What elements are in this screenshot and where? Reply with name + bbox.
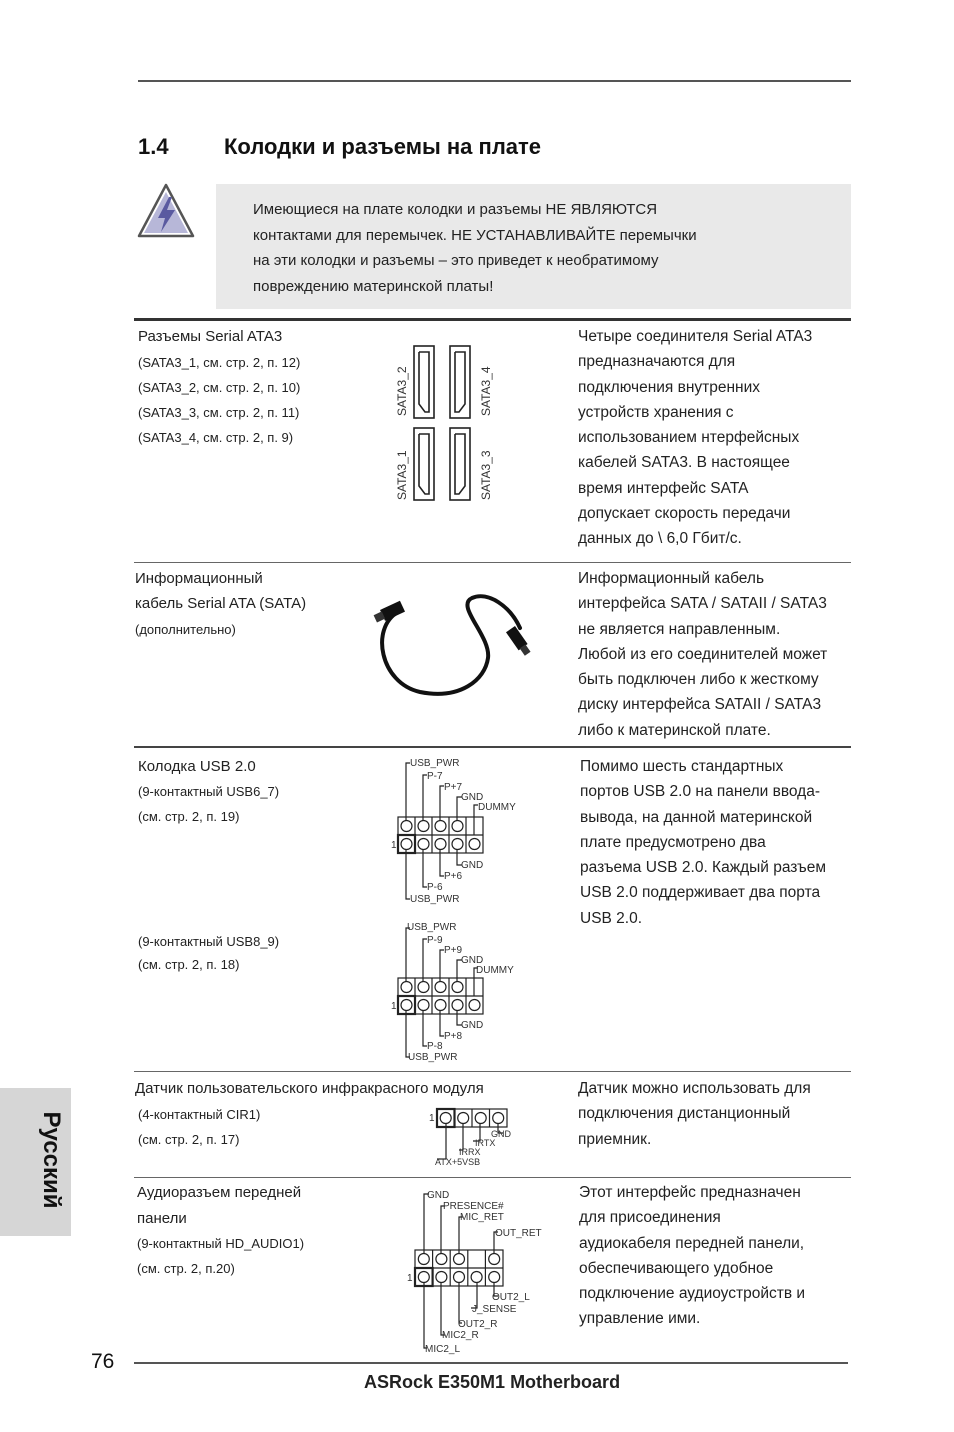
cir-pin-label: IRTX xyxy=(475,1138,496,1148)
note-line: повреждению материнской платы! xyxy=(253,277,494,295)
desc-line: для присоединения xyxy=(579,1209,721,1227)
usb-ref: (см. стр. 2, п. 18) xyxy=(138,957,240,972)
usb-pin-label: GND xyxy=(461,792,484,803)
audio-ref: (9-контактный HD_AUDIO1) xyxy=(137,1236,305,1251)
usb-pin-label: GND xyxy=(461,1020,484,1031)
sata-cable-description xyxy=(578,566,827,743)
cir-ref: (4-контактный CIR1) xyxy=(138,1107,261,1122)
usb-pin-label: P+6 xyxy=(444,871,463,882)
desc-line: портов USB 2.0 на панели ввода- xyxy=(580,783,820,801)
cir-pin-label: ATX+5VSB xyxy=(435,1157,481,1167)
usb-pin-label: GND xyxy=(461,955,484,966)
desc-line: либо к материнской плате. xyxy=(578,721,771,739)
desc-line: данных до \ 6,0 Гбит/с. xyxy=(578,530,742,548)
usb-pin-label: USB_PWR xyxy=(407,922,457,933)
cir-pin-label: GND xyxy=(491,1129,511,1139)
sata3-port-label: SATA3_3 xyxy=(479,450,493,500)
pin-one-label: 1 xyxy=(407,1273,413,1284)
desc-line: Информационный кабель xyxy=(578,570,765,587)
sata3-title: Разъемы Serial ATA3 xyxy=(138,328,283,345)
sata3-port-label: SATA3_4 xyxy=(479,366,493,416)
desc-line: быть подключен либо к жесткому xyxy=(578,671,819,689)
desc-line: интерфейса SATA / SATAII / SATA3 xyxy=(578,595,827,613)
hd-audio-pinout-diagram xyxy=(405,1186,545,1358)
sata-cable-title: кабель Serial ATA (SATA) xyxy=(135,595,307,612)
audio-description xyxy=(579,1180,805,1332)
desc-line: USB 2.0 поддерживает два порта xyxy=(580,884,821,902)
sata3-port-label: SATA3_2 xyxy=(395,366,409,416)
audio-title: панели xyxy=(137,1210,187,1227)
row-divider xyxy=(134,1177,851,1178)
desc-line: Помимо шесть стандартных xyxy=(580,758,784,775)
usb-ref: (9-контактный USB6_7) xyxy=(138,784,280,799)
sata3-description xyxy=(578,324,812,552)
desc-line: Датчик можно использовать для xyxy=(578,1080,811,1097)
usb-pin-label: P-9 xyxy=(427,935,443,946)
audio-pin-label: OUT2_L xyxy=(492,1292,530,1303)
sata-cable-optional: (дополнительно) xyxy=(135,622,236,637)
note-line: Имеющиеся на плате колодки и разъемы НЕ ЯВЛЯЮТСЯ xyxy=(253,201,658,218)
audio-pin-label: PRESENCE# xyxy=(443,1201,504,1212)
language-tab xyxy=(0,1088,71,1236)
usb6-7-pinout-diagram xyxy=(390,755,530,907)
usb-pin-label: P-7 xyxy=(427,771,443,782)
audio-pin-label: OUT2_R xyxy=(458,1319,498,1330)
desc-line: не является направленным. xyxy=(578,620,781,638)
usb-pin-label: P+8 xyxy=(444,1031,463,1042)
desc-line: кабелей SATA3. В настоящее xyxy=(578,454,790,472)
section-title: Колодки и разъемы на плате xyxy=(224,134,542,159)
desc-line: разъема USB 2.0. Каждый разъем xyxy=(580,859,827,877)
desc-line: время интерфейс SATA xyxy=(578,479,749,497)
desc-line: устройств хранения с xyxy=(578,403,734,421)
usb-ref: (9-контактный USB8_9) xyxy=(138,934,280,949)
cir-title: Датчик пользовательского инфракрасного модуля xyxy=(135,1080,484,1097)
warning-icon xyxy=(136,182,196,240)
note-line: на эти колодки и разъемы – это приведет к необратимому xyxy=(253,252,659,269)
desc-line: управление ими. xyxy=(579,1310,701,1328)
usb-pin-label: P+9 xyxy=(444,945,463,956)
row-divider xyxy=(134,562,851,563)
usb-ref: (см. стр. 2, п. 19) xyxy=(138,809,240,824)
table-top-rule xyxy=(134,318,851,321)
desc-line: предназначаются для xyxy=(578,353,736,371)
sata-cable-title: Информационный xyxy=(135,570,263,587)
cir-ref: (см. стр. 2, п. 17) xyxy=(138,1132,240,1147)
sata3-ref: (SATA3_4, см. стр. 2, п. 9) xyxy=(138,430,294,445)
cir-pinout-diagram xyxy=(425,1105,525,1171)
usb-pin-label: USB_PWR xyxy=(410,758,460,769)
usb-description xyxy=(580,754,826,931)
usb-pin-label: DUMMY xyxy=(476,965,514,976)
warning-note xyxy=(216,184,851,309)
sata3-connectors-diagram xyxy=(390,342,505,504)
audio-pin-label: J_SENSE xyxy=(472,1304,517,1315)
usb-title: Колодка USB 2.0 xyxy=(138,758,256,775)
desc-line: использованием нтерфейсных xyxy=(578,429,800,447)
usb-pin-label: USB_PWR xyxy=(408,1052,458,1063)
desc-line: Любой из его соединителей может xyxy=(578,645,828,663)
desc-line: подключения дистанционный xyxy=(578,1105,791,1123)
desc-line: плате предусмотрено два xyxy=(580,833,766,851)
language-label: Русский xyxy=(38,1111,65,1209)
desc-line: Четыре соединителя Serial ATA3 xyxy=(578,328,813,345)
audio-ref: (см. стр. 2, п.20) xyxy=(137,1261,235,1276)
pin-one-label: 1 xyxy=(391,840,397,851)
footer-rule xyxy=(134,1362,848,1364)
sata3-ref: (SATA3_3, см. стр. 2, п. 11) xyxy=(138,405,300,420)
pin-one-label: 1 xyxy=(429,1113,435,1124)
section-number: 1.4 xyxy=(138,134,169,159)
page-number: 76 xyxy=(91,1350,115,1373)
usb-pin-label: P-8 xyxy=(427,1041,443,1052)
sata3-ref: (SATA3_2, см. стр. 2, п. 10) xyxy=(138,380,301,395)
audio-pin-label: MIC2_R xyxy=(442,1330,479,1341)
usb-pin-label: GND xyxy=(461,860,484,871)
desc-line: допускает скорость передачи xyxy=(578,505,791,523)
usb-pin-label: P-6 xyxy=(427,882,443,893)
desc-line: вывода, на данной материнской xyxy=(580,808,813,826)
cir-pin-label: IRRX xyxy=(459,1147,481,1157)
audio-pin-label: MIC2_L xyxy=(425,1344,461,1355)
sata-cable-image xyxy=(360,588,550,703)
row-divider xyxy=(134,1071,851,1072)
footer-title: ASRock E350M1 Motherboard xyxy=(364,1372,621,1392)
sata3-ref: (SATA3_1, см. стр. 2, п. 12) xyxy=(138,355,301,370)
desc-line: USB 2.0. xyxy=(580,909,643,927)
desc-line: подключение аудиоустройств и xyxy=(579,1285,806,1303)
desc-line: обеспечивающего удобное xyxy=(579,1259,774,1277)
row-divider xyxy=(134,746,851,748)
audio-title: Аудиоразъем передней xyxy=(137,1184,302,1201)
usb8-9-pinout-diagram xyxy=(390,920,530,1065)
sata3-port-label: SATA3_1 xyxy=(395,450,409,500)
top-rule xyxy=(138,80,851,82)
usb-pin-label: USB_PWR xyxy=(410,894,460,905)
pin-one-label: 1 xyxy=(391,1001,397,1012)
cir-description xyxy=(578,1076,811,1152)
audio-pin-label: MIC_RET xyxy=(460,1212,504,1223)
note-line: контактами для перемычек. НЕ УСТАНАВЛИВАЙТЕ перемычки xyxy=(253,226,697,244)
desc-line: аудиокабеля передней панели, xyxy=(579,1234,805,1252)
audio-pin-label: GND xyxy=(427,1190,450,1201)
usb-pin-label: DUMMY xyxy=(478,802,516,813)
desc-line: диску интерфейса SATAII / SATA3 xyxy=(578,696,822,714)
desc-line: подключения внутренних xyxy=(578,378,761,396)
audio-pin-label: OUT_RET xyxy=(495,1228,542,1239)
desc-line: Этот интерфейс предназначен xyxy=(579,1184,801,1201)
desc-line: приемник. xyxy=(578,1130,652,1148)
usb-pin-label: P+7 xyxy=(444,782,463,793)
